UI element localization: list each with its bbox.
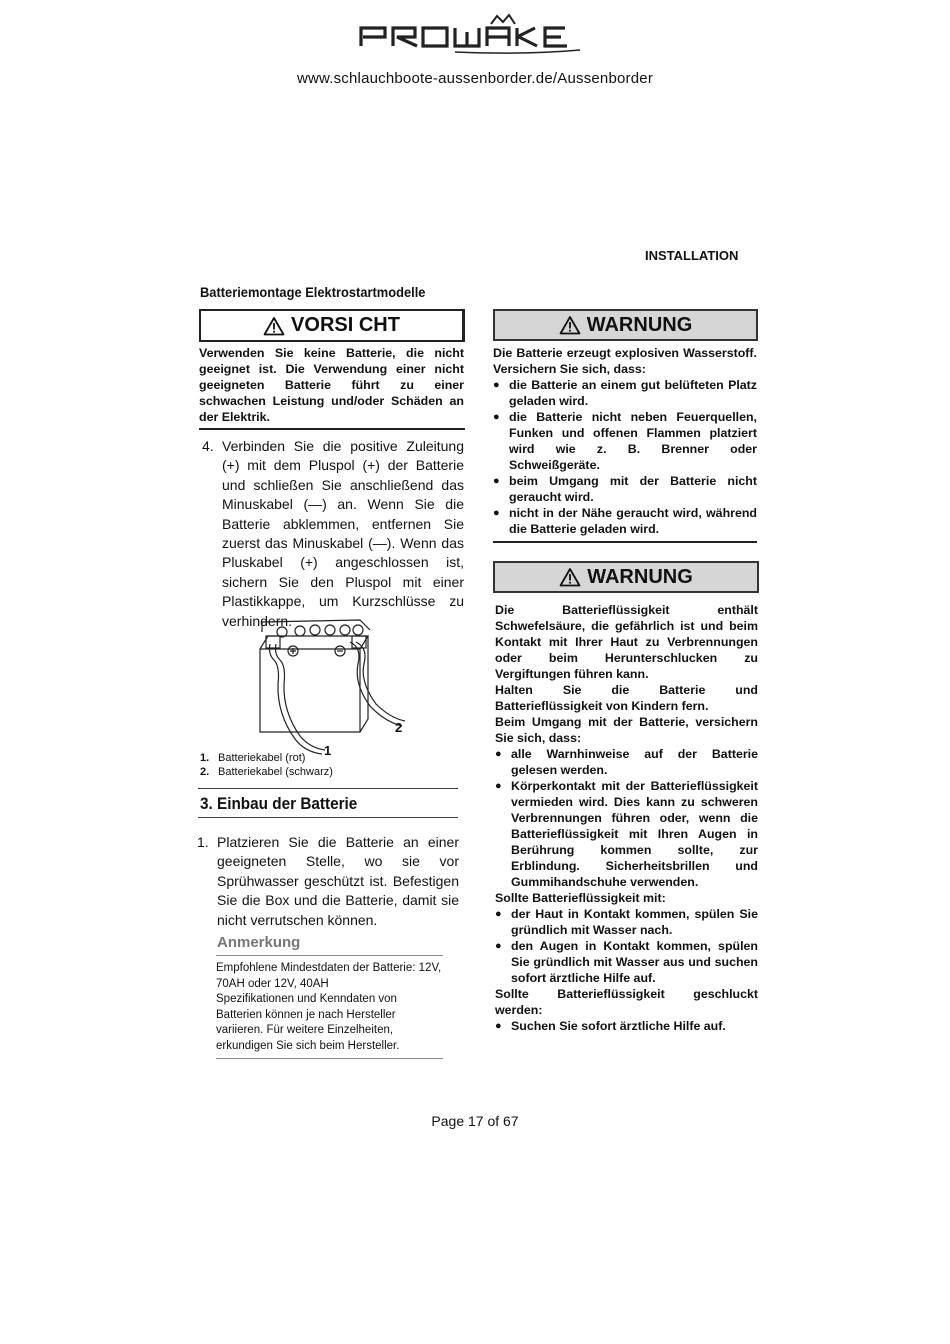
note-text [216, 961, 444, 1054]
caption-text: Batteriekabel (schwarz) [218, 766, 333, 778]
figure-caption-1 [200, 751, 305, 765]
list-item: ● beim Umgang mit der Batterie nicht geraucht wird. [493, 473, 757, 505]
warning-label: WARNUNG [587, 565, 693, 588]
callout-1: 1 [324, 743, 332, 758]
step-text: Verbinden Sie die positive Zuleitung (+) mit dem Pluspol (+) der Batterie und schließen Sie anschließend das Minuskabel (—) an. Wenn Sie die Batterie abklemmen, entfernen Sie zuerst das Minuskabel (—). Wenn das Pluskabel (+) angeschlossen ist, sichern Sie den Pluspol mit einer Plastikkappe, um Kurzschlüsse zu verhindern. [222, 438, 464, 629]
section-header: INSTALLATION [645, 248, 739, 263]
divider [198, 817, 458, 818]
list-item: ● alle Warnhinweise auf der Batterie gelesen werden. [495, 746, 758, 778]
list-item: ● der Haut in Kontakt kommen, spülen Sie gründlich mit Wasser nach. [495, 906, 758, 938]
warning-2-list-2 [495, 906, 758, 986]
caption-text: Batteriekabel (rot) [218, 752, 306, 764]
list-item: ● Körperkontakt mit der Batterieflüssigkeit vermieden wird. Dies kann zu schweren Verbrennungen führen oder, wenn die Batterieflüssigkeit mit Ihren Augen in Berührung kommen sollte, zur Erblindung. Sicherheitsbrillen und Gummihandschuhe verwenden. [495, 778, 758, 890]
caution-label: VORSI CHT [291, 314, 400, 336]
warning-box-2 [493, 561, 759, 593]
list-item: ● nicht in der Nähe geraucht wird, während die Batterie geladen wird. [493, 505, 757, 537]
step-number: 1. [197, 834, 209, 850]
source-url: www.schlauchboote-aussenborder.de/Aussenborder [296, 70, 654, 87]
list-item: ● Suchen Sie sofort ärztliche Hilfe auf. [495, 1018, 758, 1034]
warning-1-intro: Die Batterie erzeugt explosiven Wasserstoff. Versichern Sie sich, dass: [493, 346, 757, 376]
warning-2-p5: Sollte Batterieflüssigkeit geschluckt werden: [495, 987, 758, 1017]
warning-label: WARNUNG [586, 313, 693, 336]
step-text: Platzieren Sie die Batterie an einer geeigneten Stelle, wo sie vor Sprühwasser geschützt ist. Befestigen Sie die Box und die Batterie, damit sie nicht verrutschen können. [217, 834, 459, 928]
warning-2-p2: Halten Sie die Batterie und Batterieflüssigkeit von Kindern fern. [495, 683, 758, 713]
battery-diagram [250, 614, 410, 764]
divider [198, 788, 458, 789]
divider [216, 1058, 443, 1059]
caption-number: 2. [200, 766, 210, 778]
caution-text: Verwenden Sie keine Batterie, die nicht geeignet ist. Die Verwendung einer nicht geeigneten Batterie führt zu einer schwachen Leistung und/oder Schäden an der Elektrik. [199, 346, 464, 424]
step-4 [202, 437, 464, 631]
list-item: ● den Augen in Kontakt kommen, spülen Sie gründlich mit Wasser aus und suchen sofort ärztliche Hilfe auf. [495, 938, 758, 986]
warning-1-list [493, 377, 757, 537]
warning-box-1 [493, 309, 758, 341]
warning-triangle-icon [559, 567, 581, 587]
warning-2-p3: Beim Umgang mit der Batterie, versichern Sie sich, dass: [495, 715, 758, 745]
warning-triangle-icon [559, 315, 581, 335]
prowake-logo [355, 8, 595, 56]
divider [493, 541, 757, 543]
warning-2-p4: Sollte Batterieflüssigkeit mit: [495, 891, 666, 905]
step-number: 4. [202, 438, 214, 454]
warning-1-content [493, 345, 757, 537]
section-heading: 3. Einbau der Batterie [200, 794, 358, 813]
figure-caption-2 [200, 765, 333, 779]
note-title: Anmerkung [217, 934, 301, 951]
note-line-2: Spezifikationen und Kenndaten von Batterien können je nach Hersteller variieren. Für weitere Einzelheiten, erkundigen Sie sich beim Hersteller. [216, 993, 400, 1052]
note-line-1: Empfohlene Mindestdaten der Batterie: 12V, 70AH oder 12V, 40AH [216, 962, 442, 990]
list-item: ● die Batterie an einem gut belüfteten Platz geladen wird. [493, 377, 757, 409]
warning-2-list-1 [495, 746, 758, 890]
page-number: Page 17 of 67 [431, 1113, 519, 1129]
warning-2-content [495, 602, 758, 1034]
callout-2: 2 [395, 720, 403, 735]
warning-2-list-3 [495, 1018, 758, 1034]
caution-box [199, 309, 465, 342]
divider [216, 955, 443, 956]
caption-number: 1. [200, 752, 210, 764]
warning-triangle-icon [263, 316, 285, 336]
page-title: Batteriemontage Elektrostartmodelle [200, 284, 426, 300]
warning-2-p1: Die Batterieflüssigkeit enthält Schwefelsäure, die gefährlich ist und beim Kontakt mit Ihrer Haut zu Verbrennungen oder beim Herunterschlucken zu Vergiftungen führen kann. [495, 603, 758, 681]
step-1 [197, 833, 459, 930]
divider [199, 428, 465, 430]
list-item: ● die Batterie nicht neben Feuerquellen, Funken und offenen Flammen platziert wird wie z. B. Brenner oder Schweißgeräte. [493, 409, 757, 473]
